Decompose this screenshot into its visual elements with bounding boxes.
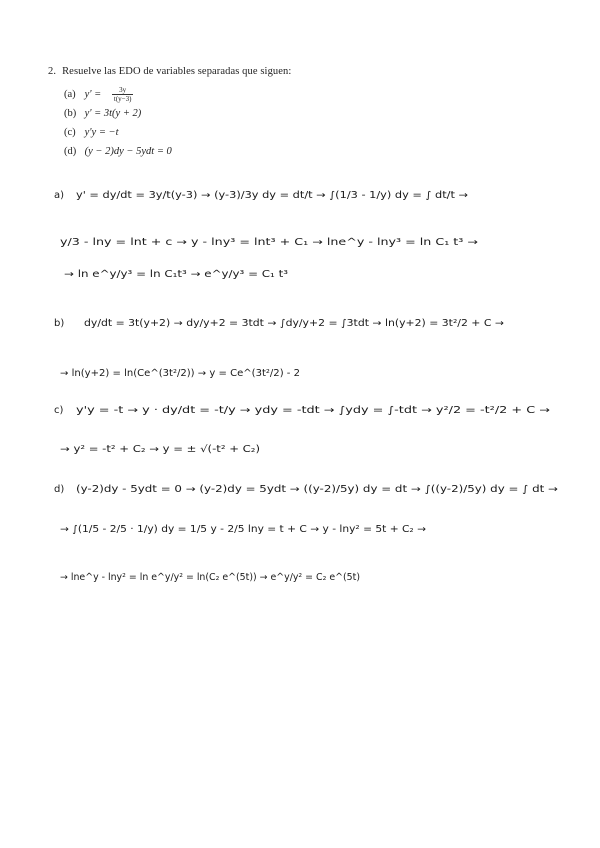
- solution-d-label: d): [54, 484, 65, 495]
- solution-c-line1: y'y = -t → y · dy/dt = -t/y → ydy = -tdt → ∫ydy = ∫-tdt → y²/2 = -t²/2 + C →: [76, 405, 551, 416]
- item-equation: y'y = −t: [84, 127, 119, 138]
- solution-c-line2: → y² = -t² + C₂ → y = ± √(-t² + C₂): [60, 444, 260, 455]
- problem-title: Resuelve las EDO de variables separadas que siguen:: [62, 66, 292, 77]
- item-label: (b): [64, 108, 77, 119]
- item-equation: y' =: [84, 89, 102, 100]
- fraction-numerator: 3y: [112, 86, 134, 95]
- solution-a-line2: y/3 - lny = lnt + c → y - lny³ = lnt³ + C₁ → lne^y - lny³ = ln C₁ t³ →: [60, 237, 479, 248]
- problem-number: 2.: [48, 66, 57, 77]
- item-label: (d): [64, 146, 77, 157]
- solution-b-line1: dy/dt = 3t(y+2) → dy/y+2 = 3tdt → ∫dy/y+2 = ∫3tdt → ln(y+2) = 3t²/2 + C →: [84, 318, 505, 329]
- solution-b-label: b): [54, 318, 65, 329]
- fraction-denominator: t(y−3): [113, 95, 132, 104]
- solution-a-line3: → ln e^y/y³ = ln C₁t³ → e^y/y³ = C₁ t³: [64, 269, 289, 280]
- item-label: (c): [64, 127, 76, 138]
- item-equation: (y − 2)dy − 5ydt = 0: [84, 146, 172, 157]
- item-equation: y' = 3t(y + 2): [84, 108, 142, 119]
- solution-d-line1: (y-2)dy - 5ydt = 0 → (y-2)dy = 5ydt → ((y-2)/5y) dy = dt → ∫((y-2)/5y) dy = ∫ dt →: [76, 484, 559, 495]
- solution-a-line1: y' = dy/dt = 3y/t(y-3) → (y-3)/3y dy = dt/t → ∫(1/3 - 1/y) dy = ∫ dt/t →: [76, 190, 469, 201]
- solution-d-line2: → ∫(1/5 - 2/5 · 1/y) dy = 1/5 y - 2/5 lny = t + C → y - lny² = 5t + C₂ →: [60, 524, 427, 535]
- item-label: (a): [64, 89, 76, 100]
- solution-d-line3: → lne^y - lny² = ln e^y/y² = ln(C₂ e^(5t)) → e^y/y² = C₂ e^(5t): [60, 572, 360, 583]
- solution-c-label: c): [54, 405, 64, 416]
- solution-b-line2: → ln(y+2) = ln(Ce^(3t²/2)) → y = Ce^(3t²/2) - 2: [60, 368, 301, 379]
- solution-a-label: a): [54, 190, 65, 201]
